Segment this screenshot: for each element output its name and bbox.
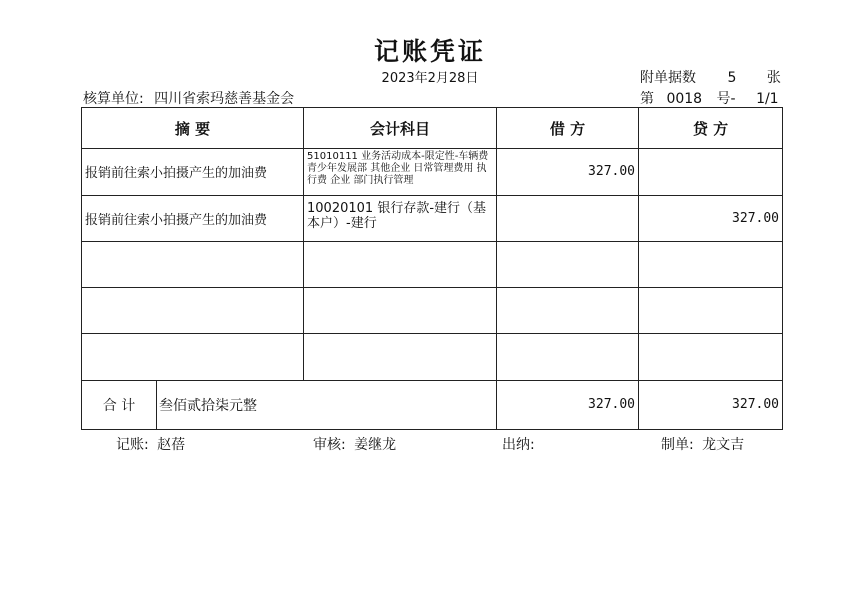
total-debit: 327.00 — [497, 380, 639, 429]
total-credit: 327.00 — [639, 380, 783, 429]
unit-label: 核算单位: — [83, 91, 144, 107]
voucher-title: 记账凭证 — [373, 37, 486, 66]
entry-debit — [497, 195, 639, 241]
voucher-suffix: 号- — [716, 91, 736, 107]
table-row-empty — [82, 241, 783, 287]
header-credit: 贷 方 — [639, 108, 783, 149]
header-account: 会计科目 — [304, 108, 497, 149]
voucher-page: 1/1 — [756, 91, 779, 107]
entry-credit — [639, 149, 783, 195]
entry-credit: 327.00 — [639, 195, 783, 241]
table-row — [82, 149, 783, 195]
attachment-number: 5 — [727, 70, 737, 86]
header-debit: 借 方 — [497, 108, 639, 149]
attachment-label: 附单据数 — [640, 70, 696, 86]
attachment-unit: 张 — [766, 70, 781, 86]
voucher-prefix: 第 — [640, 91, 654, 107]
entry-summary: 报销前往索小拍摄产生的加油费 — [82, 195, 304, 241]
table-row — [82, 195, 783, 241]
entry-debit: 327.00 — [497, 149, 639, 195]
reviewer-label: 审核: — [313, 437, 346, 453]
entry-account: 51010111 业务活动成本-限定性-车辆费 青少年发展部 其他企业 日常管理费用 执行费 企业 部门执行管理 — [304, 149, 497, 195]
footer-reviewer — [313, 434, 396, 454]
reviewer-name: 姜继龙 — [354, 437, 397, 453]
preparer-name: 龙文吉 — [702, 437, 745, 453]
total-label: 合 计 — [82, 380, 157, 429]
table-row-empty — [82, 334, 783, 380]
entry-account: 10020101 银行存款-建行（基本户）-建行 — [304, 195, 497, 241]
footer-bookkeeper — [116, 434, 185, 454]
voucher-date: 2023年2月28日 — [381, 71, 479, 86]
header-summary: 摘 要 — [82, 108, 304, 149]
table-row-empty — [82, 288, 783, 334]
voucher-number — [640, 88, 779, 108]
entry-summary: 报销前往索小拍摄产生的加油费 — [82, 149, 304, 195]
accounting-unit — [83, 88, 294, 108]
total-row — [82, 380, 783, 429]
unit-name: 四川省索玛慈善基金会 — [154, 91, 295, 107]
table-header-row — [82, 108, 783, 149]
footer-cashier — [502, 434, 539, 454]
total-in-words: 叁佰贰拾柒元整 — [157, 380, 497, 429]
voucher-number-value: 0018 — [666, 91, 703, 107]
bookkeeper-label: 记账: — [116, 437, 149, 453]
cashier-label: 出纳: — [502, 437, 535, 453]
preparer-label: 制单: — [661, 437, 694, 453]
voucher-table — [81, 107, 783, 430]
bookkeeper-name: 赵蓓 — [157, 437, 186, 453]
footer-preparer — [661, 434, 744, 454]
attachment-count — [640, 67, 781, 87]
